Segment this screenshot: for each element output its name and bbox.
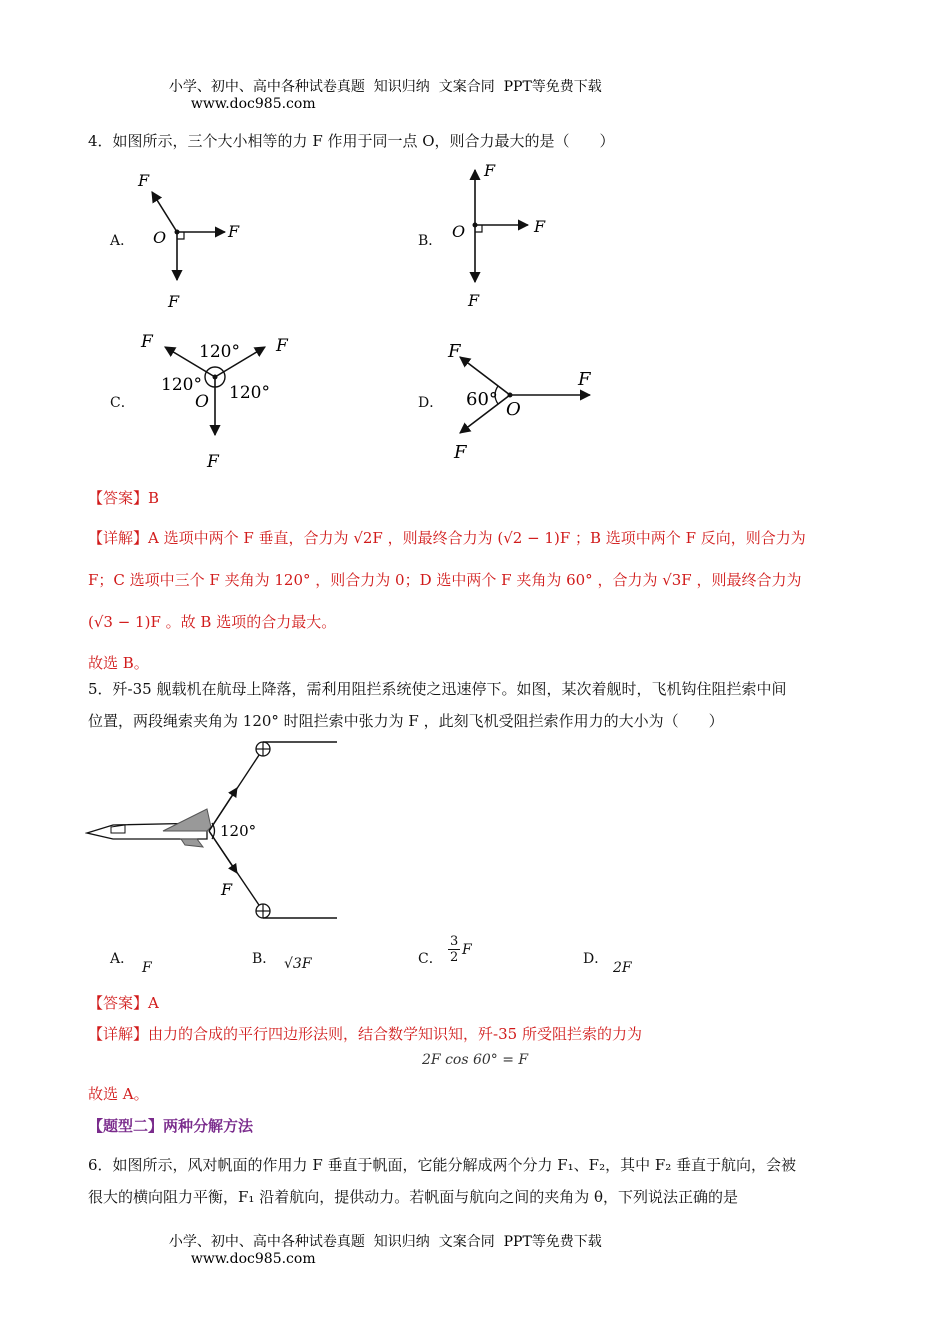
fig-d-force-label-1: F — [448, 341, 461, 362]
fig-b-force-label-1: F — [484, 161, 496, 180]
fig-a-force-label-3: F — [168, 292, 180, 311]
fig-d-force-label-3: F — [454, 442, 467, 463]
jet-cockpit — [111, 825, 125, 833]
fig-c-origin-label: O — [195, 392, 209, 412]
q5-option-a[interactable] — [110, 948, 152, 976]
q5-detail-label: 【详解】 — [88, 1025, 149, 1043]
q4-figure-d — [440, 335, 610, 467]
jet-tail — [181, 839, 203, 847]
q5-option-b-label: B． — [252, 951, 277, 967]
q4-detail-line1 — [88, 527, 806, 548]
page-header — [160, 60, 602, 112]
section-title: 【题型二】两种分解方法 — [88, 1117, 254, 1135]
jet-wing — [163, 809, 211, 831]
header-url: www.doc985.com — [190, 96, 316, 112]
q4-option-c-label: C． — [110, 395, 135, 411]
footer-url: www.doc985.com — [190, 1251, 316, 1267]
q5-stem-line2: 位置，两段绳索夹角为 120° 时阻拦索中张力为 F ，此刻飞机受阻拦索作用力的大小为（ ） — [88, 712, 724, 730]
q4-option-a-label: A． — [110, 233, 135, 249]
fig-d-origin-label: O — [506, 399, 521, 420]
q5-fig-angle: 120° — [220, 822, 257, 840]
q5-answer: 【答案】A — [88, 994, 159, 1012]
q5-option-b[interactable] — [252, 948, 312, 972]
q5-option-b-value: √3F — [284, 956, 312, 972]
fig-b-origin-label: O — [452, 222, 466, 241]
fig-d-force-label-2: F — [578, 369, 591, 390]
q5-option-d-value: 2F — [613, 960, 632, 976]
q5-option-d-label: D． — [583, 951, 609, 967]
q5-option-c-numerator: 3 — [450, 934, 459, 949]
q5-option-a-label: A． — [110, 951, 135, 967]
fig-a-origin-label: O — [153, 228, 167, 247]
q6-line1: 6．如图所示，风对帆面的作用力 F 垂直于帆面，它能分解成两个分力 F₁、F₂，其中 F₂ 垂直于航向，会被 — [88, 1156, 797, 1174]
q5-formula: 2F cos 60° = F — [422, 1052, 529, 1068]
q4-option-b-label: B． — [418, 233, 443, 249]
fig-b-force-label-2: F — [534, 217, 546, 236]
q5-detail — [88, 1023, 642, 1044]
fig-c-angle-top: 120° — [199, 342, 240, 362]
fig-a-force-label-1: F — [138, 171, 150, 190]
q4-figure-a — [125, 165, 265, 315]
fig-d-angle: 60° — [466, 389, 498, 410]
q4-stem: 4．如图所示，三个大小相等的力 F 作用于同一点 O，则合力最大的是（ ） — [88, 132, 615, 150]
q5-option-c-tail: F — [462, 942, 472, 958]
q5-option-c[interactable] — [418, 934, 472, 968]
q4-detail-line2: F；C 选项中三个 F 夹角为 120° ，则合力为 0；D 选中两个 F 夹角为 60° ，合力为 √3F ，则最终合力为 — [88, 571, 802, 589]
q4-detail-line3: (√3 − 1)F 。故 B 选项的合力最大。 — [88, 613, 337, 631]
q4-detail-text1: A 选项中两个 F 垂直，合力为 √2F ，则最终合力为 (√2 − 1)F ；B 选项中两个 F 反向，则合力为 — [148, 529, 806, 547]
fig-c-force-label-2: F — [276, 336, 288, 356]
q5-option-a-value: F — [142, 960, 152, 976]
fig-c-force-label-1: F — [141, 332, 153, 352]
header-text: 小学、初中、高中各种试卷真题 知识归纳 文案合同 PPT等免费下载 — [168, 79, 602, 95]
fig-b-force-label-3: F — [468, 291, 480, 310]
q4-answer: 【答案】B — [88, 489, 160, 507]
q5-fig-force: F — [221, 880, 233, 899]
fig-c-force-label-3: F — [207, 452, 219, 472]
page-footer — [160, 1215, 602, 1267]
q5-conclusion: 故选 A。 — [88, 1085, 149, 1103]
q4-conclusion: 故选 B。 — [88, 654, 149, 672]
q4-figure-c — [135, 325, 295, 473]
q4-detail-label: 【详解】 — [88, 529, 149, 547]
fig-a-force-label-2: F — [228, 222, 240, 241]
q4-option-d-label: D． — [418, 395, 444, 411]
q5-figure — [85, 735, 345, 925]
q5-option-c-label: C． — [418, 951, 443, 967]
q5-stem-line1: 5．歼-35 舰载机在航母上降落，需利用阻拦系统使之迅速停下。如图，某次着舰时，飞机钩住阻拦索中间 — [88, 680, 787, 698]
q5-option-c-fraction — [448, 934, 460, 965]
q5-option-d[interactable] — [583, 948, 632, 976]
q5-option-c-denominator: 2 — [450, 950, 459, 965]
fig-c-angle-left: 120° — [161, 375, 202, 395]
q6-line2: 很大的横向阻力平衡，F₁ 沿着航向，提供动力。若帆面与航向之间的夹角为 θ，下列说法正确的是 — [88, 1188, 738, 1206]
q5-detail-text: 由力的合成的平行四边形法则，结合数学知识知，歼-35 所受阻拦索的力为 — [148, 1025, 642, 1043]
footer-text: 小学、初中、高中各种试卷真题 知识归纳 文案合同 PPT等免费下载 — [168, 1234, 602, 1250]
q4-figure-b — [440, 160, 570, 315]
fig-c-angle-right: 120° — [229, 383, 270, 403]
